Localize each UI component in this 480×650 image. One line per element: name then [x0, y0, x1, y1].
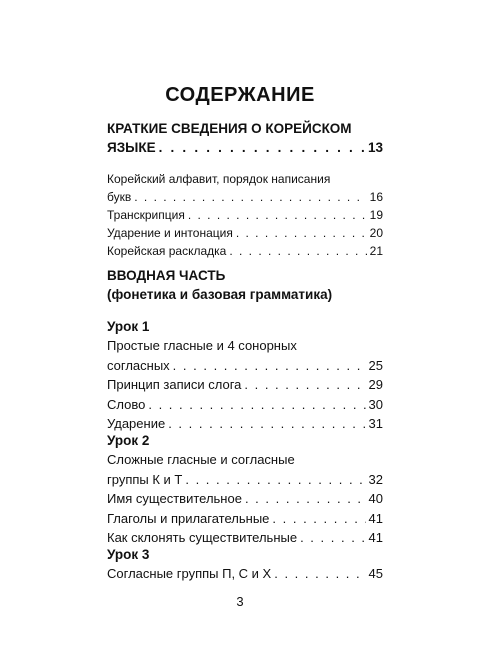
toc-title: СОДЕРЖАНИЕ: [165, 84, 315, 106]
lesson-title: Урок 3: [107, 547, 150, 562]
section-heading-line2: (фонетика и базовая грамматика): [107, 287, 333, 302]
toc-entry-label: Имя существительное: [107, 491, 242, 506]
page-ref: 13: [367, 140, 383, 155]
toc-entry: [107, 188, 383, 206]
toc-entry-label: Транскрипция: [107, 208, 185, 222]
dot-leader: [236, 224, 367, 242]
toc-entry-first-line: Простые гласные и 4 сонорных: [107, 338, 297, 353]
section-heading-introductory: [107, 266, 383, 304]
toc-entry-first-line: Сложные гласные и согласные: [107, 452, 295, 467]
toc-entry: [107, 489, 383, 509]
page-ref: 41: [368, 510, 383, 526]
section-heading-line2: ЯЗЫКЕ: [107, 140, 156, 155]
section1-list: [107, 170, 383, 260]
page-ref: 16: [369, 190, 383, 204]
page-ref: 32: [368, 471, 383, 487]
dot-leader: [134, 188, 366, 206]
lesson-1-block: [107, 317, 383, 434]
toc-entry-label: букв: [107, 190, 132, 204]
dot-leader: [185, 470, 365, 490]
dot-leader: [229, 242, 366, 260]
toc-entry: [107, 470, 383, 490]
toc-entry: [107, 395, 383, 415]
section-heading-entry: [107, 138, 383, 157]
section-heading-line1: КРАТКИЕ СВЕДЕНИЯ О КОРЕЙСКОМ: [107, 121, 352, 136]
toc-entry: [107, 356, 383, 376]
dot-leader: [244, 375, 365, 395]
page-ref: 31: [368, 416, 383, 431]
toc-entry: [107, 375, 383, 395]
toc-entry-label: Согласные группы П, С и Х: [107, 566, 272, 581]
dot-leader: [159, 138, 365, 157]
page-ref: 21: [369, 244, 383, 258]
page-number: 3: [236, 594, 244, 609]
lesson-2-block: [107, 431, 383, 548]
page-ref: 40: [368, 491, 383, 506]
dot-leader: [274, 564, 365, 584]
page-ref: 20: [369, 226, 383, 240]
page-ref: 25: [368, 357, 383, 373]
toc-entry-label: Принцип записи слога: [107, 377, 242, 392]
section-heading-line1: ВВОДНАЯ ЧАСТЬ: [107, 268, 226, 283]
toc-entry: [107, 206, 383, 224]
dot-leader: [148, 395, 365, 415]
toc-entry: [107, 242, 383, 260]
toc-entry-label: Ударение: [107, 416, 166, 431]
dot-leader: [245, 489, 366, 509]
toc-entry-label: Корейская раскладка: [107, 244, 227, 258]
page-ref: 29: [368, 377, 383, 392]
toc-entry-label: Как склонять существительные: [107, 530, 298, 545]
page-ref: 19: [369, 208, 383, 222]
dot-leader: [272, 509, 365, 529]
toc-entry-label: Глаголы и прилагательные: [107, 510, 270, 526]
lesson-title: Урок 1: [107, 319, 150, 334]
toc-entry: [107, 509, 383, 529]
toc-entry-label: группы К и Т: [107, 471, 183, 487]
lesson-title: Урок 2: [107, 433, 150, 448]
dot-leader: [188, 206, 367, 224]
section-heading-korean-language: [107, 119, 383, 157]
lesson-3-block: [107, 545, 383, 584]
page-ref: 45: [368, 566, 383, 581]
page-ref: 41: [368, 530, 383, 545]
toc-entry-label: согласных: [107, 357, 170, 373]
dot-leader: [173, 356, 366, 376]
toc-entry: [107, 224, 383, 242]
toc-entry-label: Ударение и интонация: [107, 226, 233, 240]
page-ref: 30: [368, 396, 383, 412]
toc-entry-first-line: Корейский алфавит, порядок написания: [107, 172, 331, 186]
toc-entry-label: Слово: [107, 396, 146, 412]
toc-entry: [107, 564, 383, 584]
